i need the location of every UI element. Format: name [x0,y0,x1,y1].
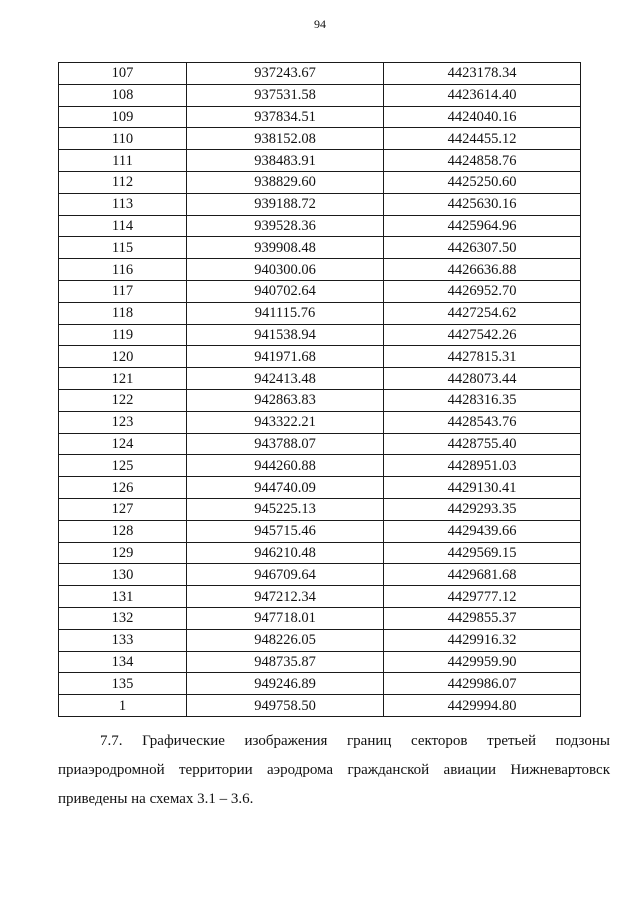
point-number-cell: 135 [59,673,187,695]
point-number-cell: 119 [59,324,187,346]
point-number-cell: 132 [59,607,187,629]
x-coordinate-cell: 947212.34 [187,586,384,608]
y-coordinate-cell: 4426307.50 [384,237,581,259]
y-coordinate-cell: 4427815.31 [384,346,581,368]
point-number-cell: 110 [59,128,187,150]
table-row [59,259,581,281]
point-number-cell: 124 [59,433,187,455]
point-number-cell: 131 [59,586,187,608]
table-row [59,586,581,608]
x-coordinate-cell: 942863.83 [187,389,384,411]
y-coordinate-cell: 4429986.07 [384,673,581,695]
body-paragraph [58,727,610,814]
point-number-cell: 118 [59,302,187,324]
y-coordinate-cell: 4428543.76 [384,411,581,433]
table-row [59,368,581,390]
y-coordinate-cell: 4425630.16 [384,193,581,215]
table-row [59,673,581,695]
x-coordinate-cell: 946709.64 [187,564,384,586]
y-coordinate-cell: 4424455.12 [384,128,581,150]
table-row [59,477,581,499]
x-coordinate-cell: 941971.68 [187,346,384,368]
x-coordinate-cell: 948226.05 [187,629,384,651]
point-number-cell: 125 [59,455,187,477]
table-row [59,171,581,193]
table-row [59,564,581,586]
x-coordinate-cell: 947718.01 [187,607,384,629]
x-coordinate-cell: 949758.50 [187,695,384,717]
y-coordinate-cell: 4428073.44 [384,368,581,390]
x-coordinate-cell: 944740.09 [187,477,384,499]
table-row [59,498,581,520]
y-coordinate-cell: 4429681.68 [384,564,581,586]
page-number: 94 [314,17,326,31]
x-coordinate-cell: 938483.91 [187,150,384,172]
x-coordinate-cell: 937243.67 [187,63,384,85]
table-row [59,193,581,215]
y-coordinate-cell: 4425964.96 [384,215,581,237]
table-row [59,150,581,172]
point-number-cell: 130 [59,564,187,586]
coordinates-table-body [59,63,581,717]
y-coordinate-cell: 4429439.66 [384,520,581,542]
table-row [59,280,581,302]
coordinates-table [58,62,581,717]
table-row [59,520,581,542]
x-coordinate-cell: 940300.06 [187,259,384,281]
y-coordinate-cell: 4429293.35 [384,498,581,520]
point-number-cell: 128 [59,520,187,542]
table-row [59,455,581,477]
y-coordinate-cell: 4428951.03 [384,455,581,477]
table-row [59,324,581,346]
y-coordinate-cell: 4423178.34 [384,63,581,85]
y-coordinate-cell: 4423614.40 [384,84,581,106]
y-coordinate-cell: 4428316.35 [384,389,581,411]
point-number-cell: 108 [59,84,187,106]
table-row [59,411,581,433]
point-number-cell: 129 [59,542,187,564]
y-coordinate-cell: 4426952.70 [384,280,581,302]
y-coordinate-cell: 4429777.12 [384,586,581,608]
point-number-cell: 111 [59,150,187,172]
y-coordinate-cell: 4429959.90 [384,651,581,673]
x-coordinate-cell: 945225.13 [187,498,384,520]
x-coordinate-cell: 943322.21 [187,411,384,433]
point-number-cell: 109 [59,106,187,128]
table-row [59,63,581,85]
y-coordinate-cell: 4429994.80 [384,695,581,717]
y-coordinate-cell: 4427542.26 [384,324,581,346]
table-row [59,607,581,629]
point-number-cell: 120 [59,346,187,368]
table-row [59,695,581,717]
table-row [59,302,581,324]
x-coordinate-cell: 937531.58 [187,84,384,106]
point-number-cell: 123 [59,411,187,433]
point-number-cell: 114 [59,215,187,237]
x-coordinate-cell: 937834.51 [187,106,384,128]
paragraph-line: приаэродромной территории аэродрома гражданской авиации Нижневартовск [58,762,610,778]
table-row [59,542,581,564]
x-coordinate-cell: 941115.76 [187,302,384,324]
y-coordinate-cell: 4427254.62 [384,302,581,324]
point-number-cell: 116 [59,259,187,281]
x-coordinate-cell: 939528.36 [187,215,384,237]
x-coordinate-cell: 949246.89 [187,673,384,695]
point-number-cell: 115 [59,237,187,259]
point-number-cell: 107 [59,63,187,85]
point-number-cell: 1 [59,695,187,717]
y-coordinate-cell: 4429855.37 [384,607,581,629]
x-coordinate-cell: 940702.64 [187,280,384,302]
y-coordinate-cell: 4429916.32 [384,629,581,651]
point-number-cell: 134 [59,651,187,673]
table-row [59,237,581,259]
x-coordinate-cell: 939188.72 [187,193,384,215]
paragraph-line: 7.7. Графические изображения границ секторов третьей подзоны [100,733,610,749]
point-number-cell: 122 [59,389,187,411]
table-row [59,106,581,128]
y-coordinate-cell: 4424858.76 [384,150,581,172]
y-coordinate-cell: 4425250.60 [384,171,581,193]
point-number-cell: 113 [59,193,187,215]
x-coordinate-cell: 944260.88 [187,455,384,477]
x-coordinate-cell: 939908.48 [187,237,384,259]
x-coordinate-cell: 945715.46 [187,520,384,542]
x-coordinate-cell: 941538.94 [187,324,384,346]
x-coordinate-cell: 943788.07 [187,433,384,455]
table-row [59,215,581,237]
y-coordinate-cell: 4428755.40 [384,433,581,455]
y-coordinate-cell: 4424040.16 [384,106,581,128]
y-coordinate-cell: 4429569.15 [384,542,581,564]
paragraph-line: приведены на схемах 3.1 – 3.6. [58,791,254,807]
point-number-cell: 127 [59,498,187,520]
table-row [59,128,581,150]
x-coordinate-cell: 948735.87 [187,651,384,673]
point-number-cell: 117 [59,280,187,302]
y-coordinate-cell: 4429130.41 [384,477,581,499]
point-number-cell: 112 [59,171,187,193]
table-row [59,433,581,455]
table-row [59,84,581,106]
y-coordinate-cell: 4426636.88 [384,259,581,281]
table-row [59,389,581,411]
point-number-cell: 121 [59,368,187,390]
x-coordinate-cell: 946210.48 [187,542,384,564]
table-row [59,346,581,368]
point-number-cell: 133 [59,629,187,651]
table-row [59,629,581,651]
x-coordinate-cell: 938152.08 [187,128,384,150]
x-coordinate-cell: 942413.48 [187,368,384,390]
x-coordinate-cell: 938829.60 [187,171,384,193]
point-number-cell: 126 [59,477,187,499]
table-row [59,651,581,673]
